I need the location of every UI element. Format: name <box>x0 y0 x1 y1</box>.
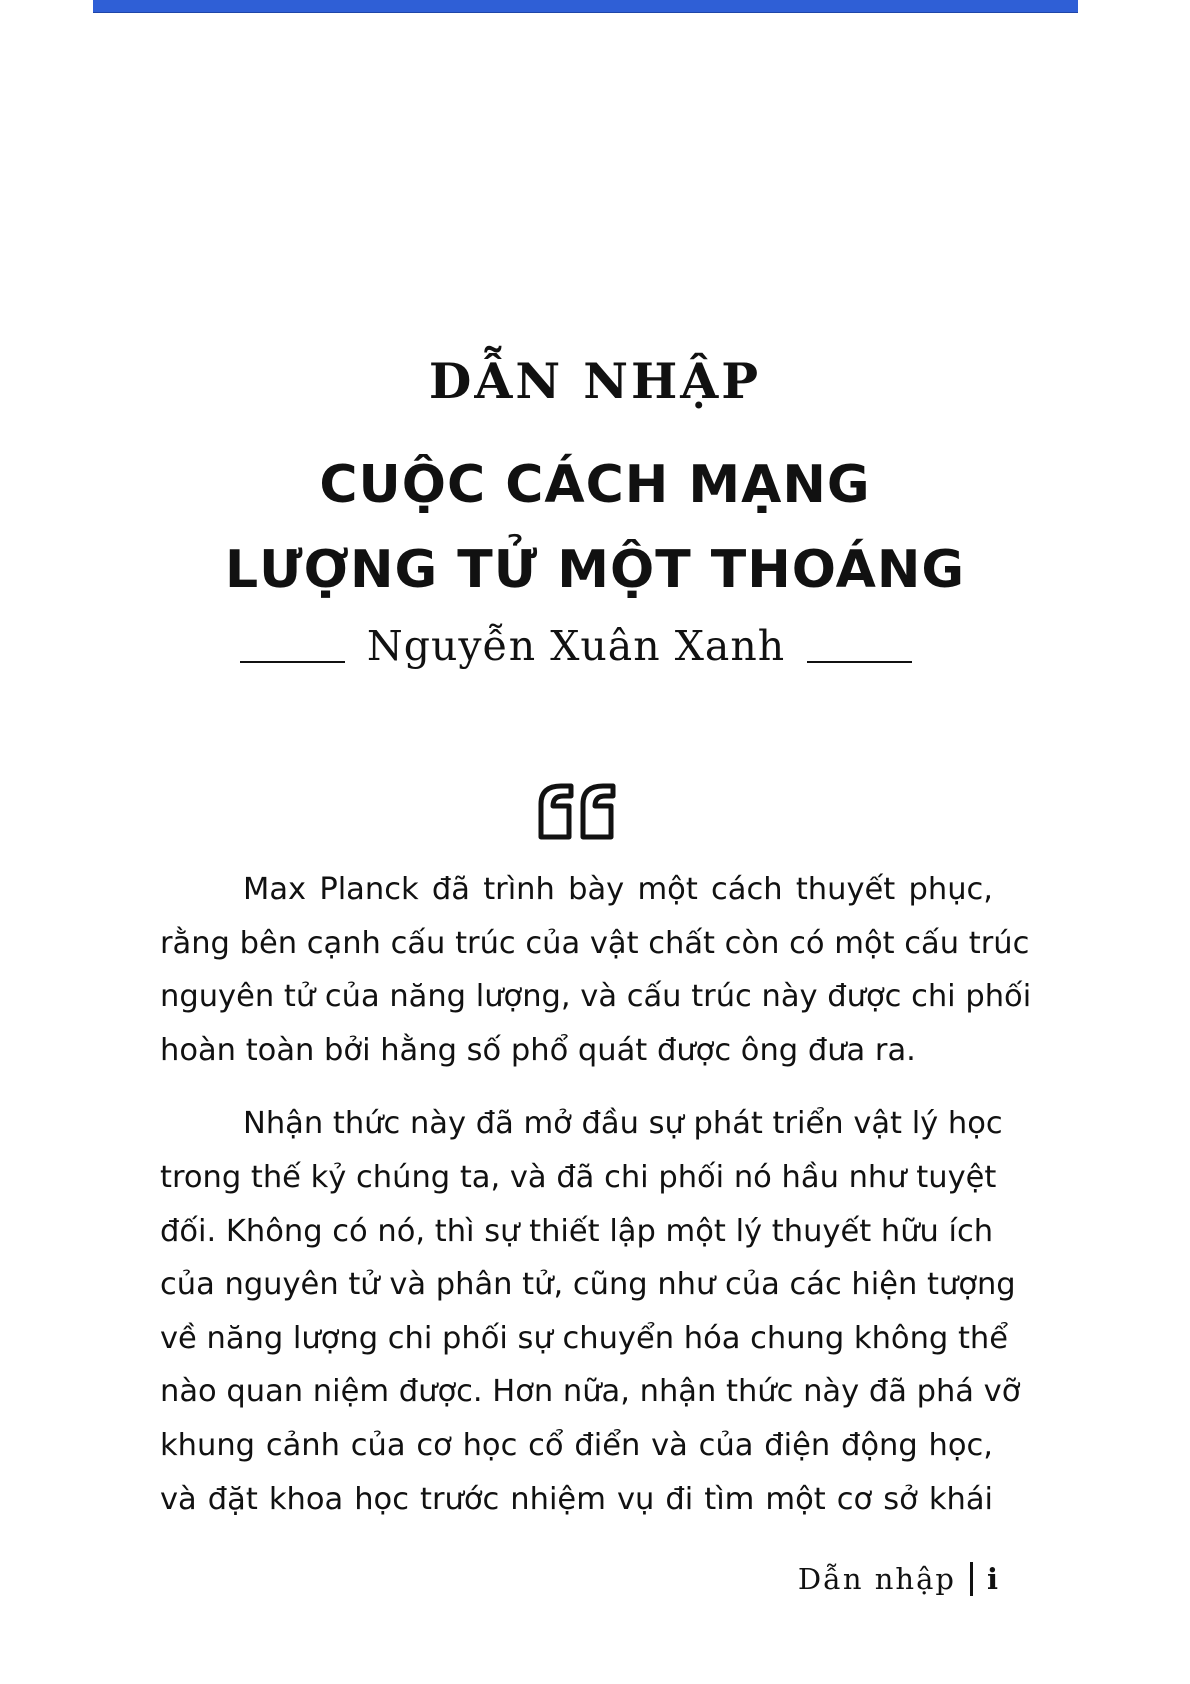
body-text <box>160 863 1032 1526</box>
paragraph-gap <box>160 1077 993 1097</box>
paragraph-1-line: hoàn toàn bởi hằng số phổ quát được ông đưa ra. <box>160 1032 916 1068</box>
paragraph-2-line: và đặt khoa học trước nhiệm vụ đi tìm một cơ sở khái <box>160 1481 993 1517</box>
author-byline <box>240 622 912 670</box>
author-name: Nguyễn Xuân Xanh <box>366 622 786 670</box>
paragraph-2-line: về năng lượng chi phối sự chuyển hóa chung không thể <box>160 1320 1009 1356</box>
footer-section-title: Dẫn nhập <box>797 1562 956 1596</box>
page-number: i <box>986 1562 1000 1596</box>
paragraph-2-line: đối. Không có nó, thì sự thiết lập một lý thuyết hữu ích <box>160 1213 994 1249</box>
chapter-label: DẪN NHẬP <box>428 352 762 410</box>
author-rule-right <box>807 661 912 663</box>
paragraph-2-line: khung cảnh của cơ học cổ điển và của điện động học, <box>160 1427 993 1463</box>
top-color-band <box>93 0 1078 13</box>
author-rule-left <box>240 661 345 663</box>
double-quote-open-icon <box>535 782 619 840</box>
paragraph-2-line: trong thế kỷ chúng ta, và đã chi phối nó hầu như tuyệt <box>160 1159 997 1195</box>
page-footer <box>798 1562 1000 1596</box>
paragraph-2-line: nào quan niệm được. Hơn nữa, nhận thức này đã phá vỡ <box>160 1374 1021 1410</box>
paragraph-1-line: rằng bên cạnh cấu trúc của vật chất còn có một cấu trúc <box>160 925 1030 961</box>
paragraph-2-line: của nguyên tử và phân tử, cũng như của các hiện tượng <box>160 1267 1016 1303</box>
chapter-title-line-1: CUỘC CÁCH MẠNG <box>319 455 871 515</box>
paragraph-1-line: nguyên tử của năng lượng, và cấu trúc này được chi phối <box>160 979 1032 1015</box>
paragraph-2-line: Nhận thức này đã mở đầu sự phát triển vật lý học <box>243 1106 1003 1142</box>
paragraph-1-line: Max Planck đã trình bày một cách thuyết phục, <box>243 872 993 907</box>
footer-divider <box>970 1562 973 1596</box>
chapter-title-line-2: LƯỢNG TỬ MỘT THOÁNG <box>224 540 966 600</box>
